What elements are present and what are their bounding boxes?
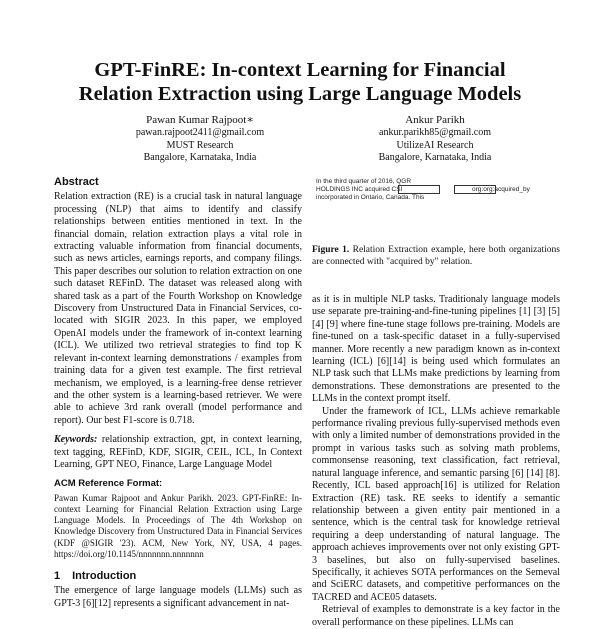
figure-line: HOLDINGS INC acquired CSI	[316, 186, 403, 193]
acm-reference-text: Pawan Kumar Rajpoot and Ankur Parikh. 2023. GPT-FinRE: In-context Learning for Financial Relation Extraction using Large Language Models. In Proceedings of The 4th Workshop on Knowledge Discovery from Unstructured Data in Financial Services (KDF @SIGIR '23). ACM, New York, NY, USA, 4 pages. https://doi.org/10.1145/nnnnnnn.nnnnnnn	[54, 492, 302, 559]
author-email: ankur.parikh85@gmail.com	[379, 127, 491, 138]
paragraph: Retrieval of examples to demonstrate is a key factor in the overall performance on these pipelines. LLMs can	[312, 604, 560, 628]
keywords-label: Keywords:	[54, 434, 98, 446]
introduction-heading	[54, 570, 302, 582]
keywords	[54, 434, 302, 471]
figure-line: In the third quarter of 2016, QGR	[316, 178, 412, 185]
right-column	[312, 176, 560, 629]
keywords-text: relationship extraction, gpt, in context learning, text tagging, REFinD, KDF, SIGIR, CEIL, ICL, In Context Learning, GPT NEO, Finance, Large Language Model	[54, 434, 303, 470]
author-affiliation: UtilizeAI Research	[396, 139, 474, 151]
author-block-1	[100, 113, 300, 165]
entity-box-head	[398, 185, 440, 194]
author-email: pawan.rajpoot2411@gmail.com	[135, 127, 265, 138]
left-column	[54, 176, 302, 610]
title-line-2: Relation Extraction using Large Language Models	[78, 83, 522, 105]
paragraph: Under the framework of ICL, LLMs achieve remarkable performance rivaling previous fully-supervised methods even with only a limited number of demonstrations provided in the prompt in various tasks such as solving math problems, commonsense reasoning, text classification, fact retrieval, natural language inference, and semantic parsing [6] [14] [8]. Recently, ICL based approach[16] is utilized for Relation Extraction (RE) task. RE seeks to identify a semantic relationship between a given entity pair mentioned in a sentence, which is the central task for knowledge retrieval requiring a deep understanding of natural language. The approach achieves improvements over not only existing GPT-3 baselines, but also on fully-supervised baselines. Specifically, it achieves SOTA performances on the Semeval and SciERC datasets, and competitive performances on the TACRED and ACE05 datasets.	[312, 405, 560, 603]
figure-1	[312, 178, 560, 240]
paper-title	[40, 58, 560, 106]
relation-text: org:org:acquired_by	[472, 186, 530, 193]
author-location: Bangalore, Karnataka, India	[378, 152, 492, 163]
author-location: Bangalore, Karnataka, India	[143, 152, 257, 163]
abstract-heading: Abstract	[54, 176, 99, 188]
section-title: Introduction	[72, 569, 137, 582]
author-affiliation: MUST Research	[166, 139, 234, 151]
author-name: Ankur Parikh	[405, 114, 465, 126]
right-body-text	[312, 294, 560, 629]
figure-line: incorporated in Ontario, Canada. This	[316, 194, 425, 201]
abstract-text: Relation extraction (RE) is a crucial task in natural language processing (NLP) that aims to identify and classify relationships between entities mentioned in text. In the financial domain, relation extraction plays a vital role in extracting valuable information from financial documents, such as news articles, earnings reports, and company filings. This paper describes our solution to relation extraction on one such dataset REFinD. The dataset was released along with shared task as a part of the Fourth Workshop on Knowledge Discovery from Unstructured Data in Financial Services, co-located with SIGIR 2023. In this paper, we employed OpenAI models under the framework of in-context learning (ICL). We utilized two retrieval strategies to find top K relevant in-context learning demonstrations / examples from training data for a given test example. The first retrieval mechanism, we employed, is a learning-free dense retriever and the other system is a learning-based retriever. We were able to achieve 3rd rank overall (model performance and report). Our best F1-score is 0.718.	[54, 191, 302, 426]
author-name: Pawan Kumar Rajpoot∗	[146, 114, 254, 126]
acm-reference-heading: ACM Reference Format:	[54, 478, 163, 490]
paragraph: as it is in multiple NLP tasks. Traditionaly language models use separate pre-training-and-fine-tuning pipelines [1] [3] [5] [4] [9] where fine-tune stage follows pre-training. Models are fine-tuned on a task-specific dataset in a fully-supervised manner. More recently a new paradigm known as in-context learning (ICL) [6][14] is being used which formulates an NLP task such that LLMs make predictions by learning from demonstrations. These demonstrations are presented to the LLMs in the context prompt itself.	[312, 294, 560, 405]
section-number: 1	[54, 569, 61, 582]
relation-label	[472, 186, 530, 194]
title-line-1: GPT-FinRE: In-context Learning for Financial	[94, 59, 506, 81]
caption-label: Figure 1.	[312, 245, 350, 255]
introduction-text: The emergence of large language models (LLMs) such as GPT-3 [6][12] represents a significant advancement in nat-	[54, 585, 302, 609]
author-block-2	[345, 113, 525, 165]
caption-text: Relation Extraction example, here both organizations are connected with "acquired by" relation.	[312, 245, 560, 267]
figure-caption	[312, 244, 560, 268]
